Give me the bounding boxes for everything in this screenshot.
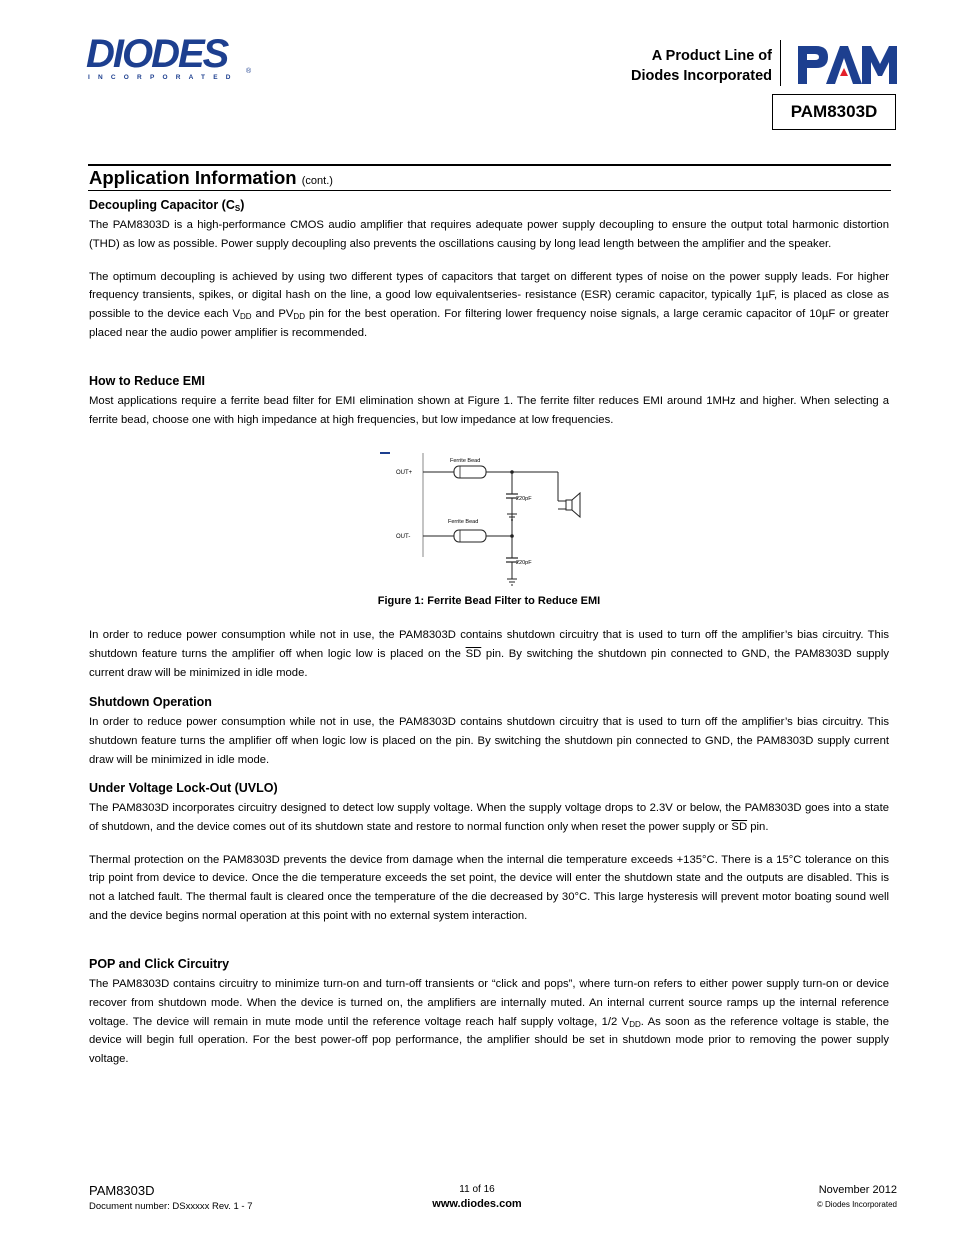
label-cap-2: 220pF (516, 560, 532, 566)
product-line (631, 46, 772, 86)
label-out-plus: OUT+ (396, 470, 413, 476)
figure-caption: Figure 1: Ferrite Bead Filter to Reduce EMI (377, 595, 601, 607)
footer-doc-number: Document number: DSxxxxx Rev. 1 - 7 (89, 1201, 253, 1212)
pop-paragraph: The PAM8303D contains circuitry to minimize turn-on and turn-off transients or “click and pops”, where turn-on refers to either power supply turn-on or device recover from shutdown mode. When the device is turned on, the amplifiers are internally muted. An internal current source ramps up the internal reference voltage. The device will remain in mute mode until the reference voltage reach half supply voltage, 1/2 $V_{DD}$. As soon as the reference voltage is stable, the device will begin full operation. For the best power-off pop performance, the amplifier should be set in shutdown mode prior to removing the power supply voltage. (89, 978, 889, 1066)
label-bead-2: Ferrite Bead (448, 519, 479, 525)
footer-date: November 2012 (818, 1184, 897, 1196)
part-number-box: PAM8303D (772, 94, 896, 130)
emi-section (89, 373, 889, 430)
emi-paragraph-2: In order to reduce power consumption while not in use, the PAM8303D contains shutdown circuitry that is used to turn off the amplifier’s bias circuitry. This shutdown feature turns the amplifier off when logic low is placed on the $\overline{SD}$ pin. By switching the shutdown pin connected to GND, the PAM8303D supply current draw will be minimized in idle mode. (89, 629, 889, 679)
section-title-suffix: (cont.) (301, 175, 333, 187)
footer-url[interactable]: www.diodes.com (432, 1198, 522, 1210)
shutdown-paragraph: In order to reduce power consumption while not in use, the PAM8303D contains shutdown circuitry that is used to turn off the amplifier’s bias circuitry. This shutdown feature turns the amplifier off when logic low is placed on the pin. By switching the shutdown pin connected to GND, the PAM8303D supply current draw will be minimized in idle mode. (89, 716, 889, 766)
shutdown-heading: Shutdown Operation (89, 695, 212, 709)
label-cap-1: 220pF (516, 496, 532, 502)
emi-section-cont (89, 626, 889, 682)
product-line-2: Diodes Incorporated (631, 68, 772, 84)
footer-page: 11 of 16 (459, 1184, 495, 1195)
decoupling-section (89, 197, 889, 343)
emi-paragraph-1: Most applications require a ferrite bead filter for EMI elimination shown at Figure 1. The ferrite filter reduces EMI around 1MHz and higher. When selecting a ferrite bead, choose one with high impedance at high frequencies, but low impedance at low frequencies. (89, 395, 889, 426)
header-divider (780, 40, 781, 86)
speaker-icon (566, 500, 572, 510)
ferrite-bead-1 (454, 466, 486, 478)
emi-heading: How to Reduce EMI (89, 374, 205, 388)
pam-logo (796, 42, 898, 86)
uvlo-paragraph-1: The PAM8303D incorporates circuitry designed to detect low supply voltage. When the supply voltage drops to 2.3V or below, the PAM8303D goes into a state of shutdown, and the device comes out of its shutdown state and restore to normal function only when reset the power supply or $\overline{SD}$ pin. (89, 802, 889, 833)
decoupling-paragraph-2: The optimum decoupling is achieved by using two different types of capacitors that target on different types of noise on the power supply leads. For higher frequency transients, spikes, or digital hash on the line, a good low equivalentseries- resistance (ESR) ceramic capacitor, typically 1µF, is placed as close as possible to the device each $V_{DD}$ and $PV_{DD}$ pin for the best operation. For filtering lower frequency noise signals, a large ceramic capacitor of 10µF or greater placed near the audio power amplifier is recommended. (89, 270, 889, 339)
uvlo-section (89, 780, 889, 926)
footer-copyright: © Diodes Incorporated (816, 1200, 897, 1209)
ferrite-bead-figure (378, 445, 598, 590)
label-bead-1: Ferrite Bead (450, 458, 481, 464)
section-rule-bottom (88, 190, 891, 191)
sd-pin-overline-2: $\overline{SD}$ (731, 820, 748, 833)
decoupling-paragraph-1: The PAM8303D is a high-performance CMOS audio amplifier that requires adequate power supply decoupling to ensure the output total harmonic distortion (THD) as low as possible. Power supply decoupling also prevents the oscillations causing by long lead length between the amplifier and the speaker. (89, 219, 889, 250)
pop-section (89, 956, 889, 1069)
registered-mark: ® (246, 68, 252, 75)
ferrite-bead-2 (454, 530, 486, 542)
section-title-text: Application Information (89, 167, 297, 188)
uvlo-paragraph-2: Thermal protection on the PAM8303D prevents the device from damage when the internal die temperature exceeds +135°C. There is a 15°C tolerance on this trip point from device to device. Once the die temperature exceeds the set point, the device will enter the shutdown state and the outputs are disabled. This is not a latched fault. The thermal fault is cleared once the temperature of the die decreased by 30°C. This large hysteresis will prevent motor boating sound well and the device begins normal operation at this point with no external system interaction. (89, 853, 889, 922)
sd-pin-overline: $\overline{SD}$ (465, 647, 482, 660)
decoupling-heading: Decoupling Capacitor $(C_S)$ (89, 198, 245, 213)
uvlo-heading: Under Voltage Lock-Out (UVLO) (89, 781, 278, 795)
product-line-1: A Product Line of (651, 48, 772, 64)
diodes-logo-subtext: INCORPORATED (88, 74, 239, 81)
pop-heading: POP and Click Circuitry (89, 957, 230, 971)
footer-center (377, 1182, 577, 1212)
diodes-logo: DIODES (86, 32, 228, 76)
shutdown-section (89, 694, 889, 769)
section-title (89, 166, 333, 193)
label-out-minus: OUT- (396, 534, 411, 540)
footer-part: PAM8303D (89, 1183, 155, 1198)
